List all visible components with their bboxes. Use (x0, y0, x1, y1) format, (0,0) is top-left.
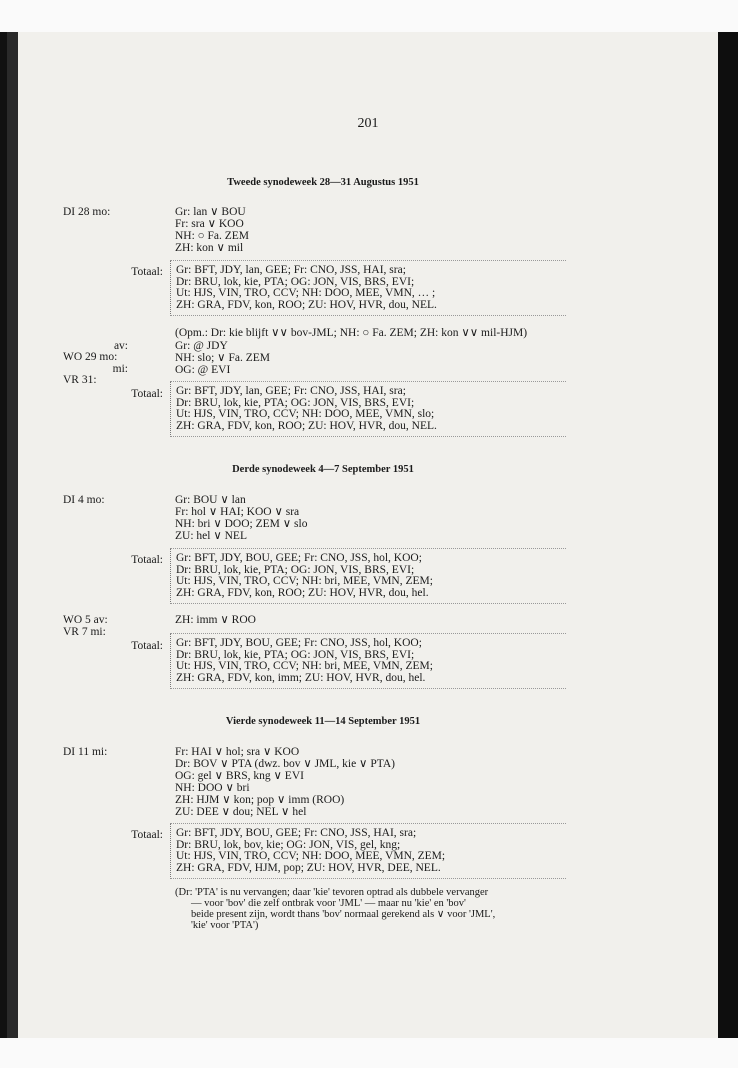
totaal-line: Ut: HJS, VIN, TRO, CCV; NH: DOO, MEE, VMN, ZEM; (176, 850, 446, 862)
totaal-line: ZH: GRA, FDV, kon, ROO; ZU: HOV, HVR, dou, NEL. (176, 298, 437, 311)
totaal-block (170, 260, 566, 316)
totaal-line: Gr: BFT, JDY, BOU, GEE; Fr: CNO, JSS, hol, KOO; (176, 637, 422, 649)
entry-line: Fr: sra ∨ KOO (175, 218, 244, 230)
footnote-line: 'kie' voor 'PTA') (191, 920, 259, 931)
totaal-label: Totaal: (131, 388, 163, 400)
totaal-block (170, 633, 566, 689)
footnote-line: beide present zijn, wordt thans 'bov' normaal gerekend als ∨ voor 'JML', (191, 909, 496, 920)
scan-left-edge (0, 32, 7, 1038)
day-entries (175, 614, 256, 626)
entry-line: ZH: imm ∨ ROO (175, 614, 256, 626)
totaal-line: Dr: BRU, lok, kie, PTA; OG: JON, VIS, BRS, EVI; (176, 396, 415, 409)
entry-line: NH: ○ Fa. ZEM (175, 230, 250, 242)
entry-line: NH: bri ∨ DOO; ZEM ∨ slo (175, 518, 308, 530)
day-label: WO 29 mo: (63, 351, 118, 363)
day-entries (175, 206, 249, 254)
entry-line: OG: gel ∨ BRS, kng ∨ EVI (175, 770, 304, 782)
day-label: WO 5 av: (63, 614, 108, 626)
totaal-line: Dr: BRU, lok, kie, PTA; OG: JON, VIS, BRS, EVI; (176, 275, 415, 288)
totaal-line: ZH: GRA, FDV, kon, imm; ZU: HOV, HVR, dou, hel. (176, 671, 426, 684)
entry-line: ZU: hel ∨ NEL (175, 530, 247, 542)
time-label: mi: (112, 363, 128, 375)
totaal-line: ZH: GRA, FDV, kon, ROO; ZU: HOV, HVR, dou, NEL. (176, 419, 437, 432)
footnote-line: — voor 'bov' die zelf ontbrak voor 'JML' — maar nu 'kie' en 'bov' (191, 898, 466, 909)
entry-line: NH: slo; ∨ Fa. ZEM (175, 352, 270, 364)
section-heading-1: Tweede synodeweek 28—31 Augustus 1951 (227, 177, 419, 188)
entry-line: Fr: hol ∨ HAI; KOO ∨ sra (175, 506, 300, 518)
totaal-line: ZH: GRA, FDV, kon, ROO; ZU: HOV, HVR, dou, hel. (176, 586, 429, 599)
day-label: DI 11 mi: (63, 746, 108, 758)
entry-line: ZU: DEE ∨ dou; NEL ∨ hel (175, 806, 307, 818)
day-entries (175, 340, 270, 376)
totaal-line: Gr: BFT, JDY, lan, GEE; Fr: CNO, JSS, HAI, sra; (176, 264, 406, 276)
totaal-line: Ut: HJS, VIN, TRO, CCV; NH: bri, MEE, VMN, ZEM; (176, 660, 433, 672)
totaal-line: Dr: BRU, lok, kie, PTA; OG: JON, VIS, BRS, EVI; (176, 563, 415, 576)
totaal-label: Totaal: (131, 829, 163, 841)
entry-line: Gr: BOU ∨ lan (175, 494, 246, 506)
entry-line: NH: DOO ∨ bri (175, 782, 250, 794)
totaal-line: Gr: BFT, JDY, BOU, GEE; Fr: CNO, JSS, hol, KOO; (176, 552, 422, 564)
entry-line: OG: @ EVI (175, 364, 231, 376)
totaal-line: Dr: BRU, lok, kie, PTA; OG: JON, VIS, BRS, EVI; (176, 648, 415, 661)
day-label: DI 28 mo: (63, 206, 111, 218)
totaal-line: Gr: BFT, JDY, lan, GEE; Fr: CNO, JSS, HAI, sra; (176, 385, 406, 397)
section-heading-3: Vierde synodeweek 11—14 September 1951 (225, 716, 421, 727)
entry-line: Dr: BOV ∨ PTA (dwz. bov ∨ JML, kie ∨ PTA) (175, 758, 395, 770)
day-label: VR 7 mi: (63, 626, 106, 638)
footnote (175, 887, 495, 931)
scan-top-margin (0, 0, 738, 32)
totaal-line: ZH: GRA, FDV, HJM, pop; ZU: HOV, HVR, DEE, NEL. (176, 861, 441, 874)
scan-right-edge (718, 32, 738, 1038)
totaal-line: Ut: HJS, VIN, TRO, CCV; NH: DOO, MEE, VMN, slo; (176, 408, 435, 420)
totaal-label: Totaal: (131, 554, 163, 566)
document-page (18, 32, 718, 1038)
entry-line: ZH: HJM ∨ kon; pop ∨ imm (ROO) (175, 794, 345, 806)
day-label: DI 4 mo: (63, 494, 105, 506)
totaal-line: Ut: HJS, VIN, TRO, CCV; NH: bri, MEE, VMN, ZEM; (176, 575, 433, 587)
totaal-label: Totaal: (131, 266, 163, 278)
entry-line: Gr: lan ∨ BOU (175, 206, 246, 218)
page-number: 201 (357, 116, 379, 131)
time-label: av: (113, 340, 128, 352)
totaal-label: Totaal: (131, 640, 163, 652)
totaal-block (170, 823, 566, 879)
day-label: VR 31: (63, 374, 97, 386)
day-entries (175, 494, 307, 542)
entry-line: Gr: @ JDY (175, 340, 228, 352)
entry-line: ZH: kon ∨ mil (175, 242, 244, 254)
scan-bottom-margin (0, 1038, 738, 1068)
footnote-line: (Dr: 'PTA' is nu vervangen; daar 'kie' tevoren optrad als dubbele vervanger (175, 887, 489, 898)
totaal-line: Ut: HJS, VIN, TRO, CCV; NH: DOO, MEE, VMN, … ; (176, 287, 436, 299)
opmerking: (Opm.: Dr: kie blijft ∨∨ bov-JML; NH: ○ Fa. ZEM; ZH: kon ∨∨ mil-HJM) (175, 327, 528, 339)
totaal-block (170, 381, 566, 437)
totaal-line: Gr: BFT, JDY, BOU, GEE; Fr: CNO, JSS, HAI, sra; (176, 827, 417, 839)
section-heading-2: Derde synodeweek 4—7 September 1951 (232, 464, 414, 475)
entry-line: Fr: HAI ∨ hol; sra ∨ KOO (175, 746, 300, 758)
totaal-block (170, 548, 566, 604)
day-entries (175, 746, 395, 818)
totaal-line: Dr: BRU, lok, bov, kie; OG: JON, VIS, gel, kng; (176, 838, 401, 851)
